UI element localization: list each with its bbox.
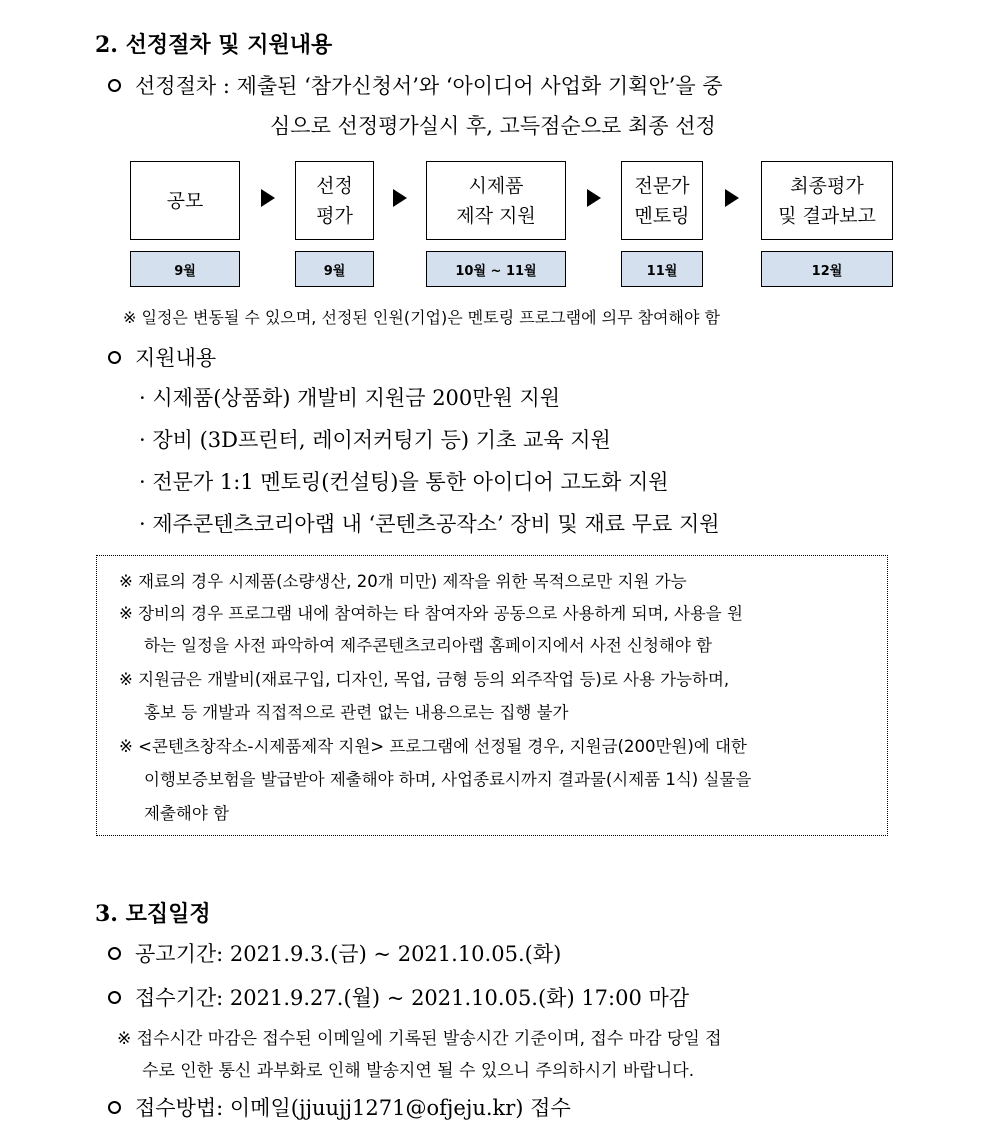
receipt-method-text: 접수방법: 이메일(jjuujj1271@ofjeju.kr) 접수 — [135, 1096, 571, 1120]
support-title-text: 지원내용 — [135, 346, 217, 370]
receipt-note-line2: 수로 인한 통신 과부화로 인해 발송지연 될 수 있으니 주의하시기 바랍니다. — [142, 1061, 695, 1081]
note-line: 이행보증보험을 발급받아 제출해야 하며, 사업종료시까지 결과물(시제품 1식) 실물을 — [144, 770, 752, 789]
bullet-circle-icon — [108, 79, 121, 92]
month-badge: 11월 — [621, 251, 703, 287]
arrow-right-icon — [393, 189, 407, 207]
note-line: ※ 장비의 경우 프로그램 내에 참여하는 타 참여자와 공동으로 사용하게 되며, 사용을 원 — [119, 604, 743, 623]
receipt-method — [108, 1092, 571, 1122]
step-box-announcement: 공모 — [130, 161, 240, 240]
receipt-period — [108, 982, 689, 1012]
month-badge: 9월 — [130, 251, 240, 287]
bullet-circle-icon — [108, 351, 121, 364]
arrow-right-icon — [587, 189, 601, 207]
notes-box — [96, 555, 888, 836]
schedule-note: ※ 일정은 변동될 수 있으며, 선정된 인원(기업)은 멘토링 프로그램에 의무 참여해야 함 — [123, 308, 720, 327]
month-badge: 12월 — [761, 251, 893, 287]
step-box-selection: 선정 평가 — [295, 161, 374, 240]
receipt-period-text: 접수기간: 2021.9.27.(월) ~ 2021.10.05.(화) 17:00 마감 — [135, 986, 690, 1010]
support-item: · 장비 (3D프린터, 레이저커팅기 등) 기초 교육 지원 — [139, 428, 611, 452]
procedure-line2: 심으로 선정평가실시 후, 고득점순으로 최종 선정 — [270, 114, 716, 138]
receipt-note-line1: ※ 접수시간 마감은 접수된 이메일에 기록된 발송시간 기준이며, 접수 마감 당일 접 — [117, 1029, 722, 1049]
arrow-right-icon — [261, 189, 275, 207]
support-item: · 제주콘텐츠코리아랩 내 ‘콘텐츠공작소’ 장비 및 재료 무료 지원 — [139, 512, 720, 536]
bullet-circle-icon — [108, 947, 121, 960]
note-line: ※ <콘텐츠창작소-시제품제작 지원> 프로그램에 선정될 경우, 지원금(200만원)에 대한 — [119, 737, 747, 756]
bullet-circle-icon — [108, 1101, 121, 1114]
procedure-line1 — [108, 70, 723, 100]
section2-heading: 2. 선정절차 및 지원내용 — [95, 32, 333, 58]
support-item: · 시제품(상품화) 개발비 지원금 200만원 지원 — [139, 386, 561, 410]
bullet-circle-icon — [108, 991, 121, 1004]
month-badge: 10월 ~ 11월 — [426, 251, 566, 287]
arrow-right-icon — [725, 189, 739, 207]
note-line: ※ 재료의 경우 시제품(소량생산, 20개 미만) 제작을 위한 목적으로만 지원 가능 — [119, 572, 687, 591]
step-box-prototype: 시제품 제작 지원 — [426, 161, 566, 240]
step-box-mentoring: 전문가 멘토링 — [621, 161, 703, 240]
support-item: · 전문가 1:1 멘토링(컨설팅)을 통한 아이디어 고도화 지원 — [139, 470, 669, 494]
step-box-final: 최종평가 및 결과보고 — [761, 161, 893, 240]
note-line: 제출해야 함 — [144, 804, 229, 823]
note-line: ※ 지원금은 개발비(재료구입, 디자인, 목업, 금형 등의 외주작업 등)로 사용 가능하며, — [119, 670, 730, 689]
announce-period — [108, 938, 561, 968]
support-title — [108, 342, 216, 372]
procedure-text-line1: 선정절차 : 제출된 ‘참가신청서’와 ‘아이디어 사업화 기획안’을 중 — [135, 74, 723, 98]
note-line: 홍보 등 개발과 직접적으로 관련 없는 내용으로는 집행 불가 — [144, 703, 569, 722]
section3-heading: 3. 모집일정 — [95, 901, 211, 927]
month-badge: 9월 — [295, 251, 374, 287]
note-line: 하는 일정을 사전 파악하여 제주콘텐츠코리아랩 홈페이지에서 사전 신청해야 함 — [144, 636, 712, 655]
announce-period-text: 공고기간: 2021.9.3.(금) ~ 2021.10.05.(화) — [135, 942, 562, 966]
